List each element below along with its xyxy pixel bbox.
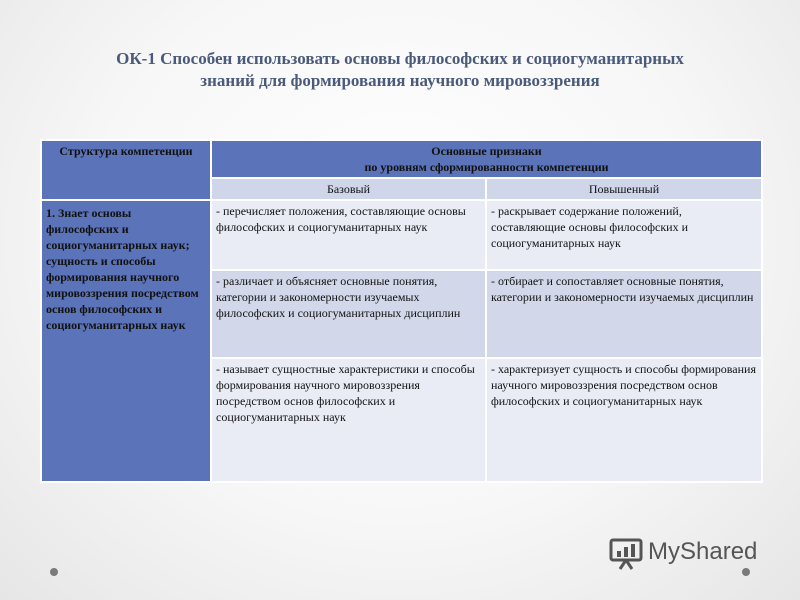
watermark-brand: MyShared: [648, 538, 758, 565]
header-main: [211, 140, 762, 178]
competence-table: [40, 139, 763, 483]
competence-cell: 1. Знает основы философских и социогуманитарных наук; сущность и способы формирования научного мировоззрения посредством основ философских и социогуманитарных наук: [41, 200, 211, 482]
advanced-cell-1: - раскрывает содержание положений, составляющие основы философских и социогуманитарных наук: [486, 200, 762, 270]
header-main-line1: Основные признаки: [431, 144, 542, 158]
slide-dot-right: [742, 568, 750, 576]
basic-cell-2: - различает и объясняет основные понятия, категории и закономерности изучаемых философских и социогуманитарных дисциплин: [211, 270, 486, 358]
level-basic-header: Базовый: [211, 178, 486, 200]
slide-title: ОК-1 Способен использовать основы философских и социогуманитарных знаний для формирования научного мировоззрения: [116, 49, 684, 90]
slide-dot-left: [50, 568, 58, 576]
level-advanced-header: Повышенный: [486, 178, 762, 200]
advanced-cell-3: - характеризует сущность и способы формирования научного мировоззрения посредством основ философских и социогуманитарных наук: [486, 358, 762, 482]
advanced-cell-2: - отбирает и сопоставляет основные понятия, категории и закономерности изучаемых дисциплин: [486, 270, 762, 358]
basic-cell-1: - перечисляет положения, составляющие основы философских и социогуманитарных наук: [211, 200, 486, 270]
basic-cell-3: - называет сущностные характеристики и способы формирования научного мировоззрения посредством основ философских и социогуманитарных наук: [211, 358, 486, 482]
header-main-line2: по уровням сформированности компетенции: [364, 160, 609, 174]
presentation-board-icon: [608, 538, 644, 570]
header-structure: Структура компетенции: [41, 140, 211, 200]
